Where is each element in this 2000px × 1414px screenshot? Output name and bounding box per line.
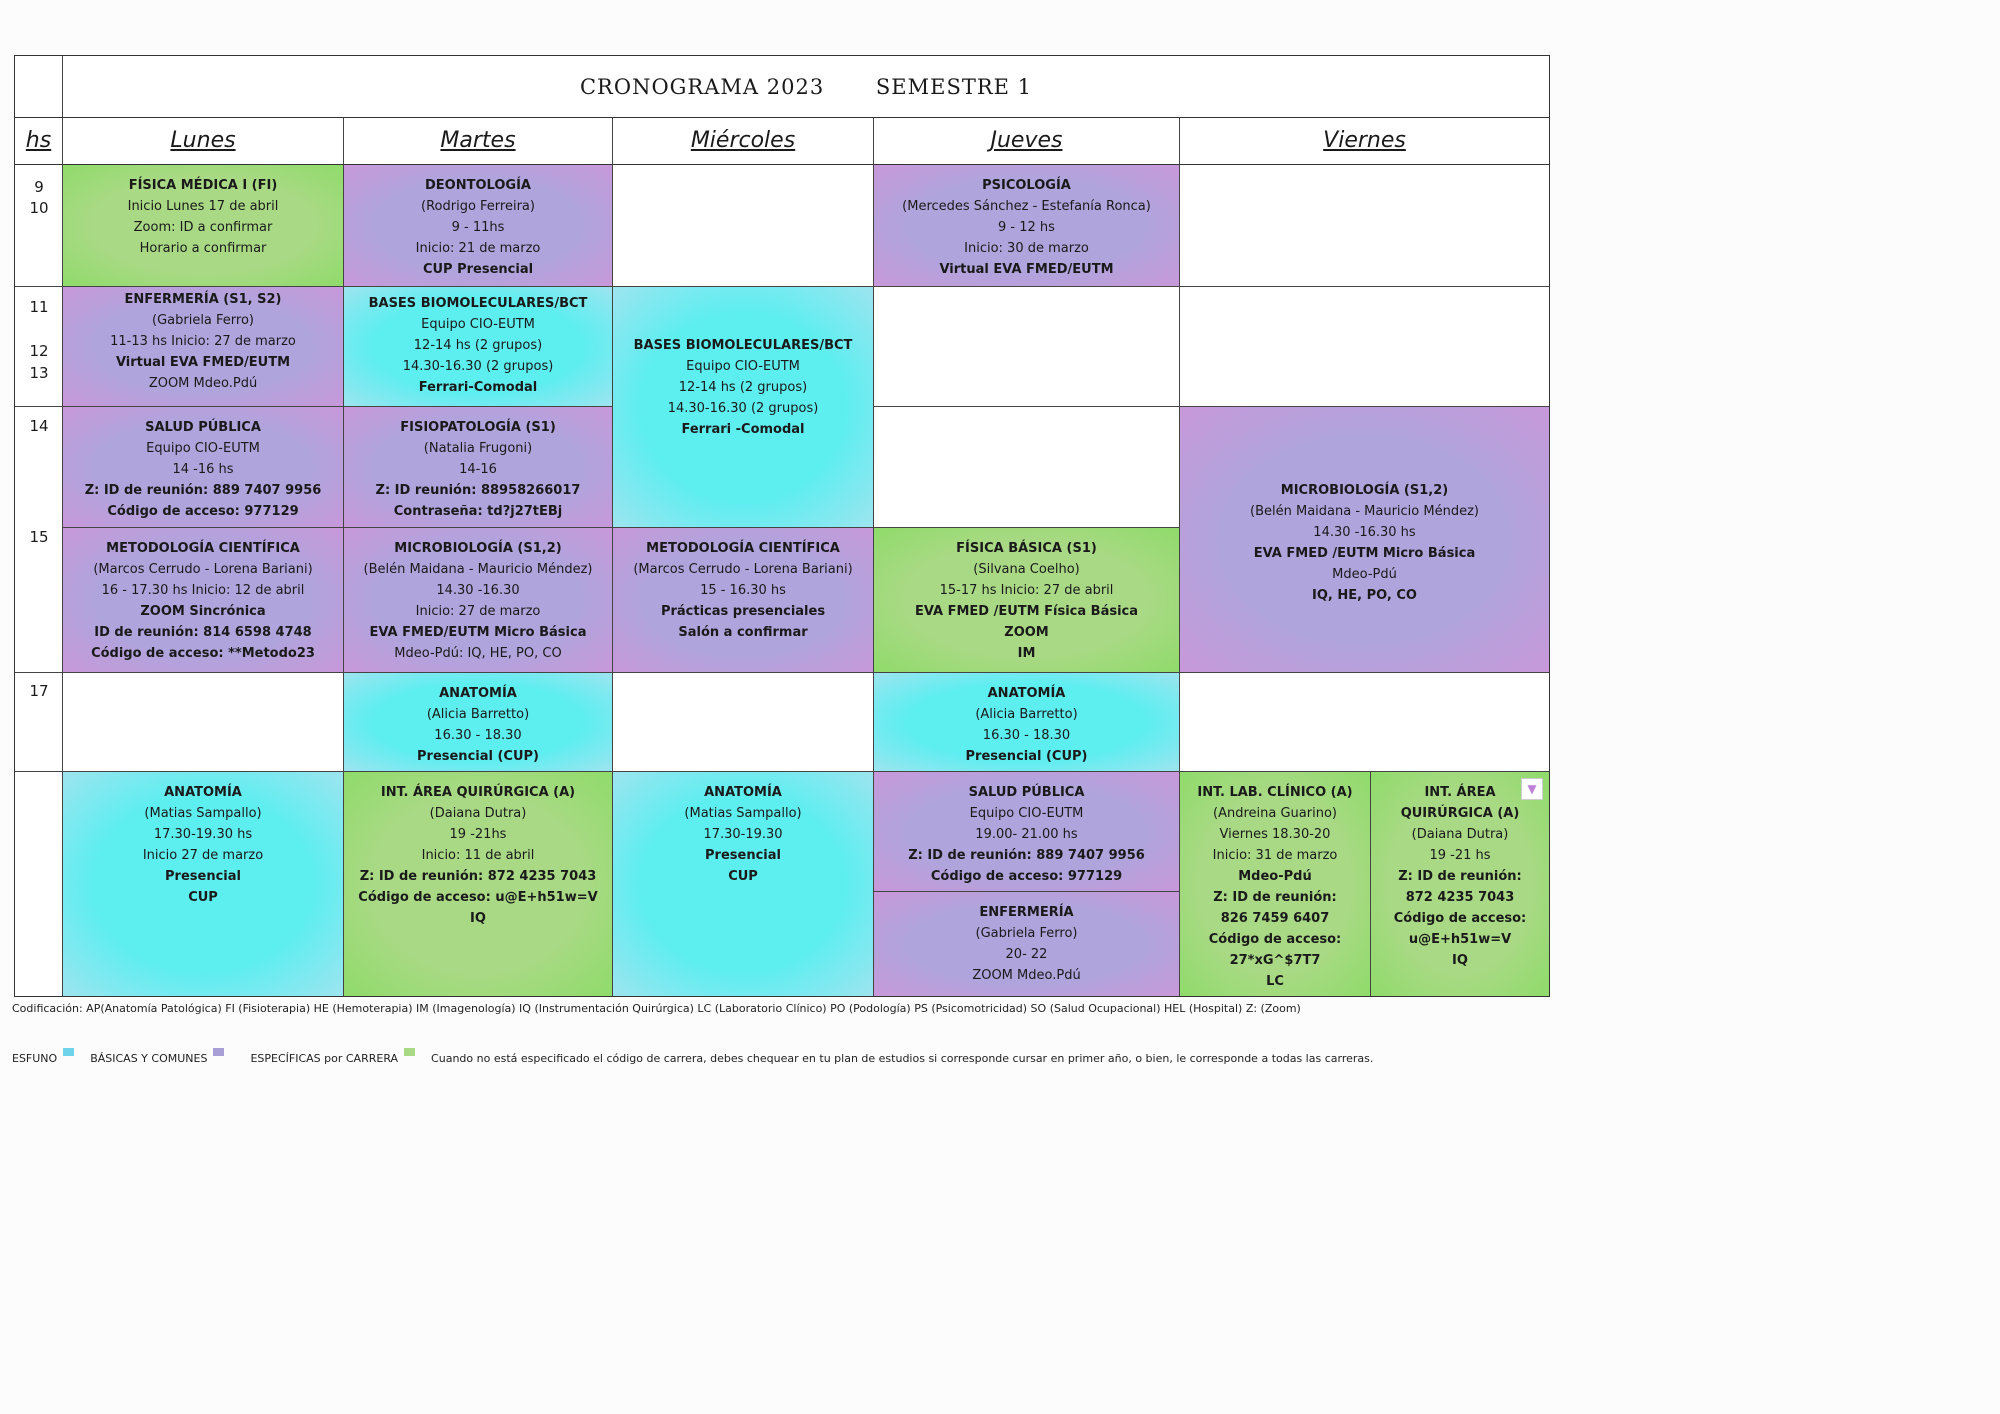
course-detail-line: Salón a confirmar (678, 625, 808, 640)
course-detail-line: CUP Presencial (422, 262, 534, 277)
course-title: FÍSICA MÉDICA I (FI) (128, 178, 278, 193)
course-detail-line: Mdeo-Pdú (1238, 869, 1312, 884)
header-hs: hs (15, 118, 63, 165)
course-detail-line: Virtual EVA FMED/EUTM (115, 355, 291, 370)
header-martes: Martes (344, 118, 613, 165)
course-detail-line: Z: ID de reunión: (1213, 890, 1337, 905)
course-anatomia-lunes (63, 772, 344, 996)
course-detail-line: 14.30 -16.30 (436, 583, 520, 598)
course-detail-line: (Alicia Barretto) (975, 707, 1078, 722)
course-detail-line: Presencial (CUP) (417, 749, 539, 764)
course-detail-line: Inicio: 27 de marzo (415, 604, 541, 619)
header-viernes: Viernes (1180, 118, 1549, 165)
course-int-quirurgica-martes (344, 772, 613, 996)
course-detail-line: (Belén Maidana - Mauricio Méndez) (1250, 504, 1479, 519)
course-detail-line: 15-17 hs Inicio: 27 de abril (939, 583, 1114, 598)
course-title: SALUD PÚBLICA (968, 785, 1085, 800)
hour-12: 12 (29, 342, 49, 360)
course-title: ENFERMERÍA (979, 905, 1074, 920)
course-title: SALUD PÚBLICA (145, 420, 261, 435)
course-detail-line: Inicio 27 de marzo (142, 848, 264, 863)
empty-viernes-17 (1180, 673, 1549, 772)
schedule-title (63, 56, 1549, 118)
course-detail-line: Código de acceso: (1393, 911, 1527, 926)
course-detail-line: (Matias Sampallo) (144, 806, 262, 821)
course-anatomia-martes (344, 673, 613, 772)
schedule-table (14, 55, 1550, 997)
course-detail-line: ZOOM Mdeo.Pdú (148, 376, 258, 391)
course-detail-line: 16 - 17.30 hs Inicio: 12 de abril (101, 583, 305, 598)
course-title: ANATOMÍA (704, 785, 782, 800)
course-detail-line: ZOOM Sincrónica (140, 604, 266, 619)
course-bases-miercoles (613, 287, 874, 528)
course-detail-line: 872 4235 7043 (1405, 890, 1515, 905)
course-detail-line: Zoom: ID a confirmar (133, 220, 273, 235)
course-detail-line: (Daiana Dutra) (429, 806, 527, 821)
course-detail-line: Ferrari-Comodal (418, 380, 538, 395)
course-salud-publica-jueves (874, 772, 1180, 892)
hour-9: 9 (34, 178, 44, 196)
course-title: INT. ÁREA (1424, 785, 1496, 800)
course-title: FISIOPATOLOGÍA (S1) (400, 420, 556, 435)
course-detail-line: Z: ID de reunión: 889 7407 9956 (908, 848, 1145, 863)
course-detail-line: IQ (470, 911, 486, 926)
course-detail-line: 826 7459 6407 (1220, 911, 1330, 926)
course-detail-line: (Rodrigo Ferreira) (421, 199, 535, 214)
course-detail-line: Inicio: 30 de marzo (964, 241, 1089, 256)
course-fisica-basica (874, 528, 1180, 673)
course-title: PSICOLOGÍA (982, 178, 1071, 193)
course-detail-line: Z: ID de reunión: 872 4235 7043 (359, 869, 597, 884)
course-detail-line: (Matias Sampallo) (684, 806, 802, 821)
course-detail-line: 12-14 hs (2 grupos) (678, 380, 808, 395)
course-detail-line: (Alicia Barretto) (426, 707, 530, 722)
empty-viernes-11 (1180, 287, 1549, 407)
course-detail-line: 14.30 -16.30 hs (1313, 525, 1416, 540)
course-fisica-medica (63, 165, 344, 287)
course-title: METODOLOGÍA CIENTÍFICA (106, 541, 300, 556)
course-title: BASES BIOMOLECULARES/BCT (633, 338, 853, 353)
course-metodologia-miercoles (613, 528, 874, 673)
empty-lunes-17 (63, 673, 344, 772)
course-detail-line: Inicio: 31 de marzo (1212, 848, 1338, 863)
course-detail-line: LC (1266, 974, 1284, 989)
course-detail-line: (Daiana Dutra) (1411, 827, 1509, 842)
hour-11: 11 (29, 298, 49, 316)
empty-miercoles-9 (613, 165, 874, 287)
course-detail-line: (Marcos Cerrudo - Lorena Bariani) (633, 562, 853, 577)
course-detail-line: 17.30-19.30 hs (153, 827, 253, 842)
empty-jueves-11 (874, 287, 1180, 407)
course-detail-line: Ferrari -Comodal (681, 422, 805, 437)
course-enfermeria-jueves (874, 892, 1180, 996)
header-miercoles: Miércoles (613, 118, 874, 165)
course-detail-line: (Gabriela Ferro) (975, 926, 1078, 941)
legend-cyan-swatch (63, 1048, 74, 1056)
course-detail-line: Código de acceso: 977129 (930, 869, 1123, 884)
course-detail-line: EVA FMED /EUTM Física Básica (914, 604, 1139, 619)
course-microbiologia-viernes (1180, 407, 1549, 673)
course-title: INT. LAB. CLÍNICO (A) (1197, 785, 1353, 800)
course-detail-line: Presencial (705, 848, 781, 863)
course-title: METODOLOGÍA CIENTÍFICA (646, 541, 840, 556)
course-detail-line: Inicio: 11 de abril (421, 848, 535, 863)
course-detail-line: Prácticas presenciales (660, 604, 826, 619)
course-detail-line: ZOOM (1004, 625, 1049, 640)
legend-purple-swatch (213, 1048, 224, 1056)
course-title: FÍSICA BÁSICA (S1) (956, 541, 1097, 556)
course-detail-line: 11-13 hs Inicio: 27 de marzo (110, 334, 296, 349)
course-detail-line: 19 -21 hs (1429, 848, 1491, 863)
course-title: ANATOMÍA (439, 686, 517, 701)
course-int-lab-clinico (1180, 772, 1371, 996)
course-deontologia (344, 165, 613, 287)
course-detail-line: u@E+h51w=V (1408, 932, 1512, 947)
course-detail-line: 14 -16 hs (172, 462, 234, 477)
course-detail-line: Viernes 18.30-20 (1219, 827, 1331, 842)
course-detail-line: Z: ID de reunión: (1398, 869, 1522, 884)
legend-note: Cuando no está especificado el código de carrera, debes chequear en tu plan de estudios si corresponde cursar en primer año, o bien, le corresponde a todas las carreras. (431, 1052, 1374, 1065)
course-salud-publica-lunes (63, 407, 344, 528)
course-detail-line: EVA FMED/EUTM Micro Básica (369, 625, 587, 640)
course-title: MICROBIOLOGÍA (S1,2) (394, 541, 562, 556)
course-detail-line: QUIRÚRGICA (A) (1400, 806, 1520, 821)
hour-17: 17 (29, 682, 49, 700)
codification-note: Codificación: AP(Anatomía Patológica) FI (Fisioterapia) HE (Hemoterapia) IM (Imagenología) IQ (Instrumentación Quirúrgica) LC (Laboratorio Clínico) PO (Podología) PS (Psicomotricidad) SO (Salud Ocupacional) HEL (Hospital) Z: (Zoom) (12, 1002, 1301, 1015)
course-psicologia (874, 165, 1180, 287)
header-lunes: Lunes (63, 118, 344, 165)
course-title: ENFERMERÍA (S1, S2) (124, 292, 282, 307)
course-detail-line: (Silvana Coelho) (973, 562, 1080, 577)
course-detail-line: Mdeo-Pdú (1332, 567, 1397, 582)
empty-viernes-9 (1180, 165, 1549, 287)
course-detail-line: 19 -21hs (449, 827, 507, 842)
course-detail-line: 27*xG^$7T7 (1229, 953, 1321, 968)
course-metodologia-lunes (63, 528, 344, 673)
course-detail-line: CUP (188, 890, 218, 905)
course-detail-line: Z: ID reunión: 88958266017 (375, 483, 581, 498)
hour-13: 13 (29, 364, 49, 382)
course-title: MICROBIOLOGÍA (S1,2) (1280, 483, 1449, 498)
course-title: ANATOMÍA (164, 785, 242, 800)
course-int-quirurgica-viernes (1371, 772, 1549, 996)
color-legend (12, 1048, 1373, 1065)
hour-15: 15 (29, 528, 49, 546)
course-detail-line: 9 - 12 hs (998, 220, 1055, 235)
course-detail-line: (Gabriela Ferro) (152, 313, 254, 328)
course-enfermeria-lunes (63, 287, 344, 407)
course-detail-line: Equipo CIO-EUTM (146, 441, 260, 456)
course-detail-line: (Marcos Cerrudo - Lorena Bariani) (93, 562, 313, 577)
course-fisiopatologia (344, 407, 613, 528)
title-semester: SEMESTRE 1 (875, 75, 1033, 99)
course-detail-line: Código de acceso: 977129 (107, 504, 299, 519)
course-detail-line: 12-14 hs (2 grupos) (413, 338, 543, 353)
course-detail-line: 14.30-16.30 (2 grupos) (667, 401, 819, 416)
course-detail-line: Presencial (165, 869, 241, 884)
dropdown-arrow-icon[interactable]: ▼ (1521, 778, 1543, 800)
course-detail-line: 17.30-19.30 (703, 827, 783, 842)
hour-14: 14 (29, 417, 49, 435)
course-detail-line: Equipo CIO-EUTM (969, 806, 1084, 821)
course-detail-line: Equipo CIO-EUTM (686, 359, 800, 374)
course-detail-line: 19.00- 21.00 hs (975, 827, 1078, 842)
course-detail-line: (Andreina Guarino) (1213, 806, 1337, 821)
title-year: CRONOGRAMA 2023 (579, 75, 825, 99)
course-detail-line: 16.30 - 18.30 (434, 728, 522, 743)
course-detail-line: Código de acceso: (1208, 932, 1342, 947)
empty-miercoles-17 (613, 673, 874, 772)
course-microbiologia-martes (344, 528, 613, 673)
course-anatomia-jueves (874, 673, 1180, 772)
corner-cell (15, 56, 63, 118)
empty-jueves-14 (874, 407, 1180, 528)
course-detail-line: IQ, HE, PO, CO (1312, 588, 1417, 603)
course-detail-line: 15 - 16.30 hs (700, 583, 786, 598)
course-detail-line: Presencial (CUP) (965, 749, 1088, 764)
course-detail-line: (Natalia Frugoni) (423, 441, 533, 456)
course-detail-line: 9 - 11hs (451, 220, 505, 235)
course-detail-line: 20- 22 (1005, 947, 1048, 962)
course-detail-line: EVA FMED /EUTM Micro Básica (1253, 546, 1476, 561)
legend-green-swatch (404, 1048, 415, 1056)
course-bases-martes (344, 287, 613, 407)
course-detail-line: Contraseña: td?j27tEBj (393, 504, 563, 519)
course-detail-line: Equipo CIO-EUTM (421, 317, 535, 332)
course-title: ANATOMÍA (987, 686, 1066, 701)
course-title: INT. ÁREA QUIRÚRGICA (A) (380, 785, 576, 800)
course-detail-line: ID de reunión: 814 6598 4748 (94, 625, 312, 640)
course-detail-line: IQ (1452, 953, 1468, 968)
course-detail-line: Mdeo-Pdú: IQ, HE, PO, CO (394, 646, 562, 661)
course-detail-line: 14-16 (459, 462, 497, 477)
course-detail-line: Horario a confirmar (139, 241, 267, 256)
hour-10: 10 (29, 199, 49, 217)
course-title: DEONTOLOGÍA (425, 178, 531, 193)
course-detail-line: (Belén Maidana - Mauricio Méndez) (363, 562, 593, 577)
legend-esfuno-label: ESFUNO (12, 1052, 58, 1065)
course-detail-line: 16.30 - 18.30 (982, 728, 1071, 743)
course-detail-line: Código de acceso: **Metodo23 (91, 646, 315, 661)
header-jueves: Jueves (874, 118, 1180, 165)
course-detail-line: ZOOM Mdeo.Pdú (972, 968, 1081, 983)
course-detail-line: Inicio: 21 de marzo (415, 241, 541, 256)
course-detail-line: Virtual EVA FMED/EUTM (939, 262, 1114, 277)
course-detail-line: Z: ID de reunión: 889 7407 9956 (84, 483, 322, 498)
course-detail-line: (Mercedes Sánchez - Estefanía Ronca) (902, 199, 1151, 214)
course-detail-line: CUP (728, 869, 758, 884)
course-title: BASES BIOMOLECULARES/BCT (368, 296, 588, 311)
course-detail-line: IM (1017, 646, 1036, 661)
course-detail-line: 14.30-16.30 (2 grupos) (402, 359, 554, 374)
legend-especificas-label: ESPECÍFICAS por CARRERA (250, 1052, 399, 1065)
course-detail-line: Inicio Lunes 17 de abril (127, 199, 279, 214)
hours-block-evening (15, 772, 63, 996)
course-anatomia-miercoles (613, 772, 874, 996)
course-detail-line: Código de acceso: u@E+h51w=V (358, 890, 598, 905)
legend-basicas-label: BÁSICAS Y COMUNES (90, 1052, 208, 1065)
